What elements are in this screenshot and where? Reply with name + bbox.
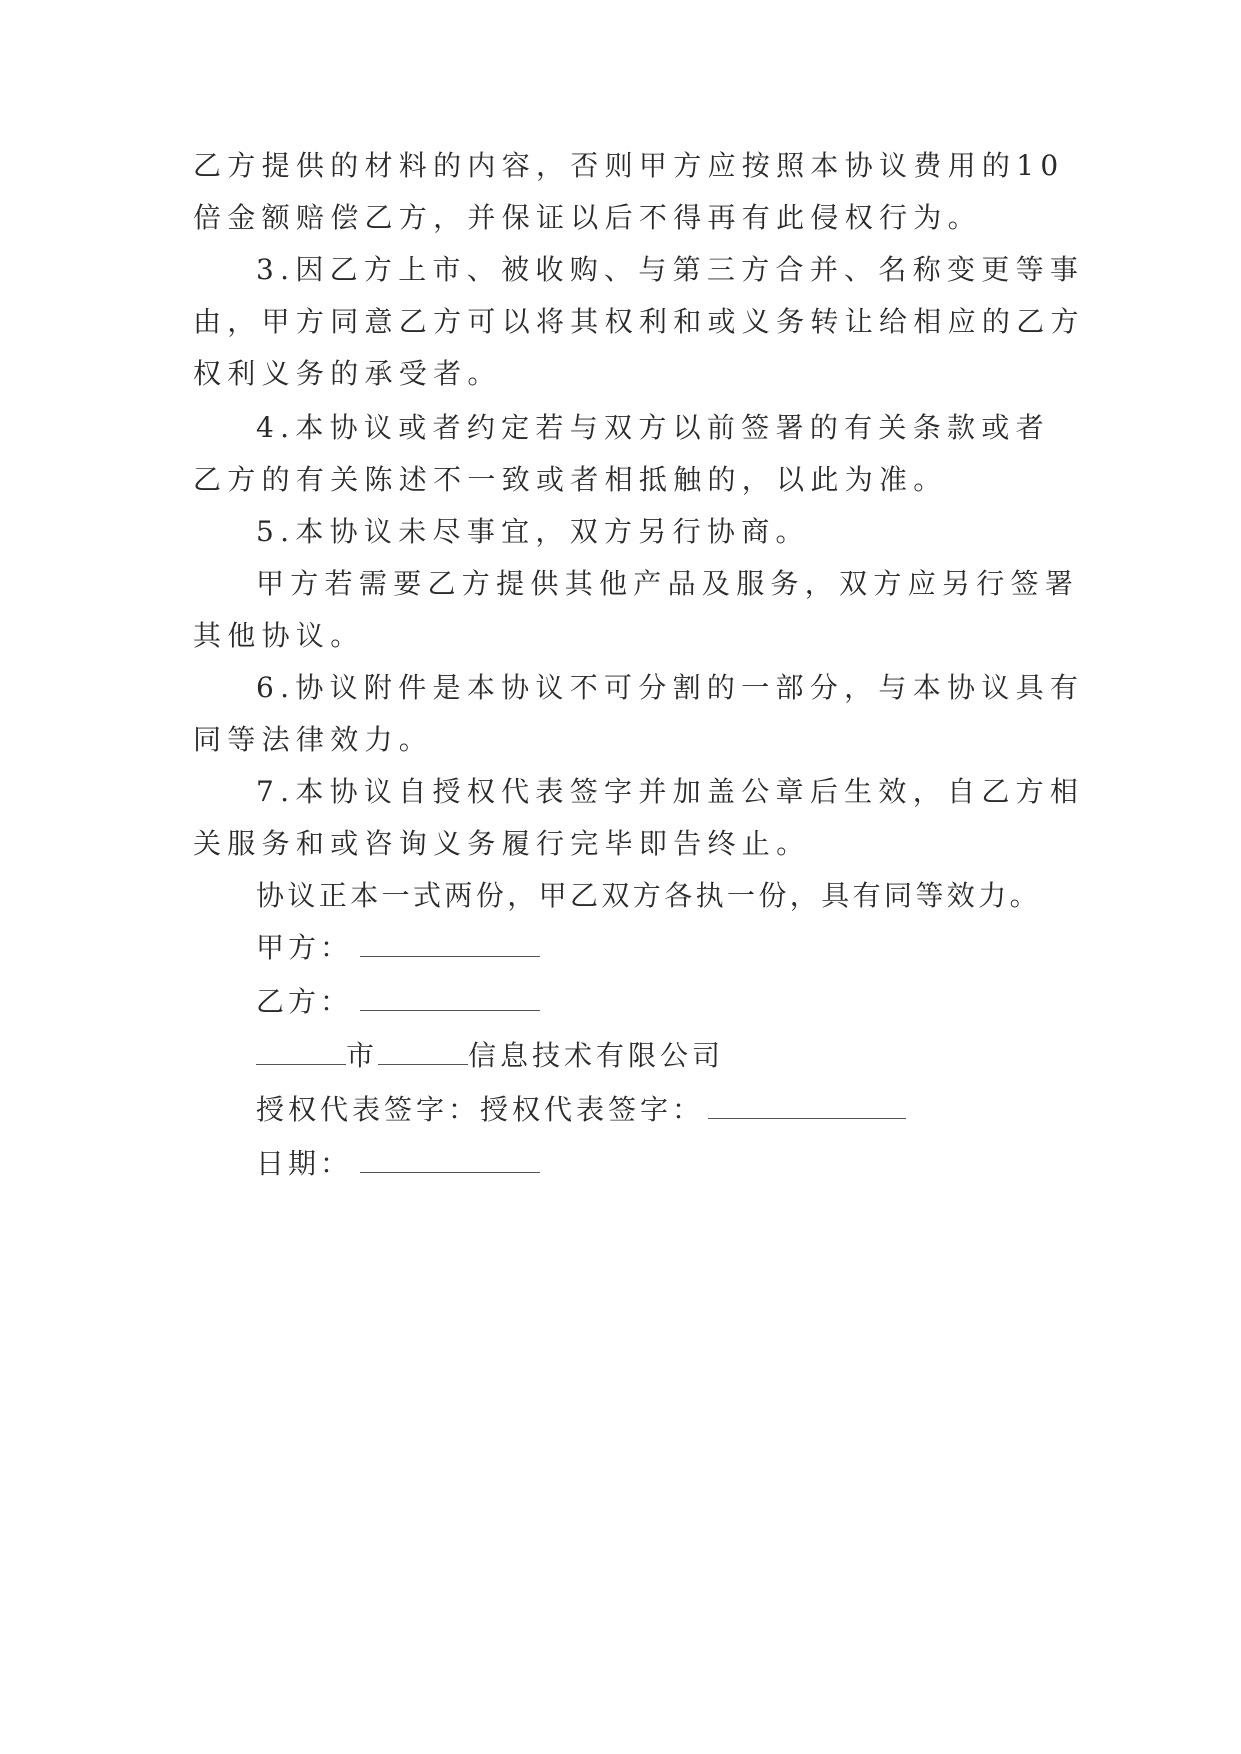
party-b-signature-line xyxy=(256,982,540,1022)
closing-statement: 协议正本一式两份，甲乙双方各执一份，具有同等效力。 xyxy=(256,879,1042,912)
auth-sign-label: 授权代表签字：授权代表签字： xyxy=(256,1093,705,1126)
auth-sign-line xyxy=(256,1090,906,1130)
party-b-blank xyxy=(360,986,540,1011)
party-a-signature-line xyxy=(256,928,540,968)
paragraph-line: 倍金额赔偿乙方，并保证以后不得再有此侵权行为。 xyxy=(193,201,982,234)
clause-5: 5.本协议未尽事宜，双方另行协商。 xyxy=(256,515,810,548)
paragraph-line: 权利义务的承受者。 xyxy=(193,357,502,390)
clause-4: 4.本协议或者约定若与双方以前签署的有关条款或者 xyxy=(256,411,1050,444)
paragraph-line: 乙方的有关陈述不一致或者相抵触的，以此为准。 xyxy=(193,463,948,496)
company-city-suffix: 市 xyxy=(346,1039,379,1072)
date-line xyxy=(256,1144,540,1184)
company-name-suffix: 信息技术有限公司 xyxy=(468,1039,725,1072)
clause-6: 6.协议附件是本协议不可分割的一部分，与本协议具有 xyxy=(256,671,1085,704)
date-blank xyxy=(360,1148,540,1173)
paragraph-line: 其他协议。 xyxy=(193,619,365,652)
paragraph-line: 甲方若需要乙方提供其他产品及服务，双方应另行签署 xyxy=(256,567,1080,600)
party-a-label: 甲方： xyxy=(256,931,353,964)
paragraph-line: 由，甲方同意乙方可以将其权利和或义务转让给相应的乙方 xyxy=(193,305,1085,338)
company-name-line xyxy=(256,1036,724,1076)
paragraph-line: 同等法律效力。 xyxy=(193,723,434,756)
auth-sign-blank xyxy=(708,1094,906,1119)
company-blank xyxy=(378,1040,468,1065)
city-blank xyxy=(256,1040,346,1065)
date-label: 日期： xyxy=(256,1147,353,1180)
party-a-blank xyxy=(360,932,540,957)
clause-3: 3.因乙方上市、被收购、与第三方合并、名称变更等事 xyxy=(256,253,1085,286)
party-b-label: 乙方： xyxy=(256,985,353,1018)
paragraph-line: 关服务和或咨询义务履行完毕即告终止。 xyxy=(193,827,811,860)
paragraph-line: 乙方提供的材料的内容，否则甲方应按照本协议费用的10 xyxy=(193,149,1065,182)
clause-7: 7.本协议自授权代表签字并加盖公章后生效，自乙方相 xyxy=(256,775,1085,808)
